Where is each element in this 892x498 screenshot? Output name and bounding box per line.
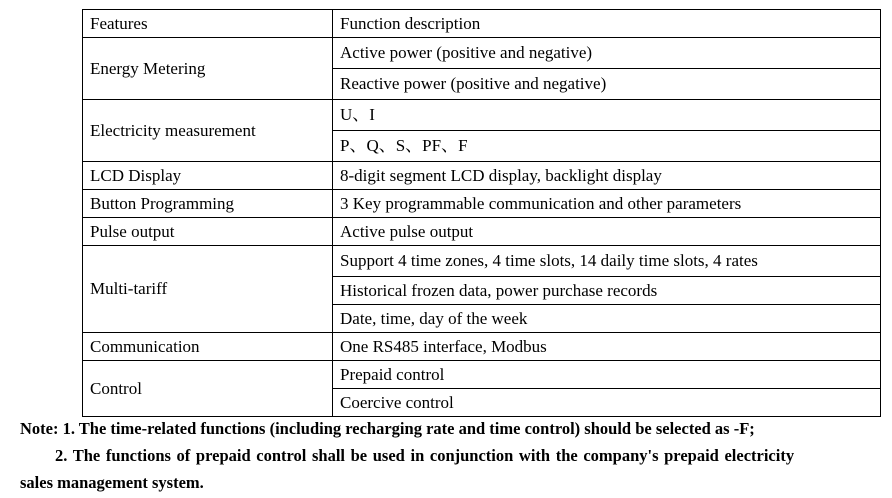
note-line-1: Note: 1. The time-related functions (including recharging rate and time control) should be selected as -F; (20, 419, 755, 438)
feature-cell: Pulse output (83, 218, 333, 246)
header-function-description: Function description (333, 10, 881, 38)
table-row (83, 246, 881, 277)
function-cell: Prepaid control (333, 361, 881, 389)
table-row (83, 38, 881, 69)
function-cell: U、I (333, 100, 881, 131)
feature-cell: Multi-tariff (83, 246, 333, 333)
note-line-3: sales management system. (20, 473, 204, 492)
feature-cell: LCD Display (83, 162, 333, 190)
function-cell: Date, time, day of the week (333, 305, 881, 333)
table-row (83, 218, 881, 246)
feature-cell: Button Programming (83, 190, 333, 218)
function-cell: 3 Key programmable communication and other parameters (333, 190, 881, 218)
table-row (83, 333, 881, 361)
function-cell: Reactive power (positive and negative) (333, 69, 881, 100)
table-row (83, 361, 881, 389)
function-cell: Historical frozen data, power purchase records (333, 277, 881, 305)
table-row (83, 100, 881, 131)
function-cell: 8-digit segment LCD display, backlight display (333, 162, 881, 190)
table-row (83, 190, 881, 218)
header-features: Features (83, 10, 333, 38)
function-cell: Active power (positive and negative) (333, 38, 881, 69)
function-cell: Coercive control (333, 389, 881, 417)
note-line-2: 2. The functions of prepaid control shall be used in conjunction with the company's prepaid electricity (55, 446, 795, 465)
feature-cell: Communication (83, 333, 333, 361)
feature-cell: Energy Metering (83, 38, 333, 100)
function-cell: One RS485 interface, Modbus (333, 333, 881, 361)
function-cell: P、Q、S、PF、F (333, 131, 881, 162)
feature-cell: Electricity measurement (83, 100, 333, 162)
features-table (82, 9, 881, 417)
table-row (83, 162, 881, 190)
function-cell: Support 4 time zones, 4 time slots, 14 daily time slots, 4 rates (333, 246, 881, 277)
function-cell: Active pulse output (333, 218, 881, 246)
feature-cell: Control (83, 361, 333, 417)
table-header-row (83, 10, 881, 38)
